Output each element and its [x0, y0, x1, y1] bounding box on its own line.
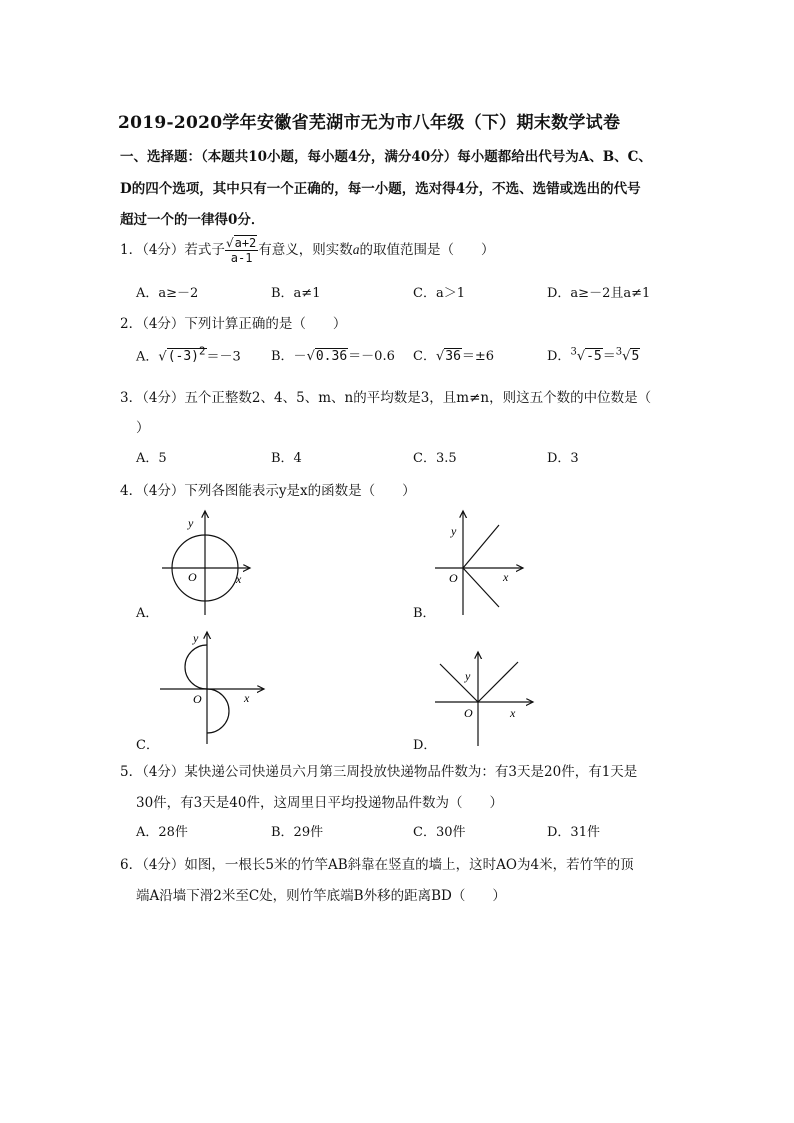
- question-5-option-c[interactable]: C．30件: [413, 825, 466, 840]
- question-4-option-c[interactable]: C．: [136, 738, 159, 753]
- question-4-option-a[interactable]: A．: [136, 606, 159, 621]
- section-instructions-line-2: D的四个选项，其中只有一个正确的，每一小题，选对得4分，不选、选错或选出的代号: [120, 181, 641, 197]
- question-1-option-a[interactable]: A．a≥－2: [136, 286, 199, 301]
- option-result: ＝－0.6: [348, 349, 395, 364]
- origin-label: O: [188, 570, 197, 584]
- sqrt-sign-icon: √: [576, 349, 586, 364]
- question-1-option-d[interactable]: D．a≥－2且a≠1: [547, 286, 651, 301]
- y-axis-label: y: [193, 631, 199, 645]
- upper-half-circle: [185, 645, 207, 689]
- question-1-option-c[interactable]: C．a＞1: [413, 286, 465, 301]
- question-4-graph-a[interactable]: [158, 507, 268, 617]
- question-1-tail: 的取值范围是（ ）: [359, 242, 495, 258]
- option-label: C．: [413, 349, 436, 364]
- radicand: [167, 345, 207, 365]
- question-3-stem-line-2: ）: [136, 420, 150, 436]
- sqrt-sign-icon: √: [622, 349, 631, 364]
- question-5-stem-line-1: 5．（4分）某快递公司快递员六月第三周投放快递物品件数为：有3天是20件，有1天是: [120, 764, 638, 780]
- radicand: 0.36: [315, 349, 348, 364]
- question-5-option-b[interactable]: B．29件: [271, 825, 324, 840]
- sqrt-sign-icon: √: [435, 349, 445, 364]
- question-3-stem-line-1: 3．（4分）五个正整数2、4、5、m、n的平均数是3，且m≠n，则这五个数的中位数是（: [120, 390, 652, 406]
- question-6-stem-line-1: 6．（4分）如图，一根长5米的竹竿AB斜靠在竖直的墙上，这时AO为4米，若竹竿的顶: [120, 857, 634, 873]
- question-3-option-a[interactable]: A．5: [136, 451, 167, 466]
- root-index: 3: [615, 346, 623, 358]
- question-4-option-d[interactable]: D．: [413, 738, 437, 753]
- section-instructions-line-3: 超过一个的一律得0分．: [120, 212, 265, 228]
- lower-ray: [463, 568, 499, 607]
- section-instructions-line-1: 一、选择题：（本题共10小题，每小题4分，满分40分）每小题都给出代号为A、B、C、: [120, 149, 652, 165]
- question-1-numerator: a+2: [234, 236, 257, 250]
- origin-label: O: [464, 706, 473, 720]
- option-result: ＝－3: [206, 349, 241, 365]
- question-1-fraction: [225, 236, 258, 265]
- radicand: -5: [586, 349, 602, 364]
- question-4-option-b[interactable]: B．: [413, 606, 436, 621]
- question-4-graph-d[interactable]: [433, 648, 543, 748]
- y-axis-label: y: [188, 516, 194, 530]
- page-title: 2019-2020学年安徽省芜湖市无为市八年级（下）期末数学试卷: [118, 113, 621, 133]
- question-3-option-d[interactable]: D．3: [547, 451, 579, 466]
- question-1-stem: [120, 236, 495, 265]
- question-2-option-a[interactable]: [136, 345, 241, 364]
- radicand-base: (-3): [167, 349, 199, 365]
- radicand: 5: [631, 349, 640, 364]
- option-result: ＝±6: [461, 349, 495, 364]
- question-1-option-b[interactable]: B．a≠1: [271, 286, 321, 301]
- exponent: 2: [199, 345, 206, 358]
- option-label: A．: [136, 349, 159, 365]
- question-1-number: 1．（4分）若式子: [120, 242, 225, 258]
- question-2-option-c[interactable]: [413, 345, 494, 364]
- root-index: 3: [570, 346, 577, 358]
- equals-sign: ＝: [602, 349, 616, 364]
- radicand: 36: [445, 349, 461, 364]
- sqrt-sign-icon: √: [225, 236, 234, 250]
- x-axis-label: x: [244, 691, 250, 705]
- sqrt-sign-icon: √: [158, 349, 167, 365]
- x-axis-label: x: [510, 706, 516, 720]
- question-4-graph-c[interactable]: [158, 628, 268, 746]
- y-axis-label: y: [451, 524, 457, 538]
- question-3-option-c[interactable]: C．3.5: [413, 451, 457, 466]
- question-5-option-d[interactable]: D．31件: [547, 825, 600, 840]
- option-label: B．－: [271, 349, 307, 364]
- question-1-denominator: a-1: [230, 251, 253, 265]
- question-1-variable: a: [352, 242, 360, 257]
- lower-half-circle: [207, 689, 229, 733]
- question-6-stem-line-2: 端A沿墙下滑2米至C处，则竹竿底端B外移的距离BD（ ）: [136, 888, 506, 904]
- x-axis-label: x: [236, 572, 242, 586]
- question-5-stem-line-2: 30件，有3天是40件，这周里日平均投递物品件数为（ ）: [136, 795, 503, 811]
- question-2-option-b[interactable]: [271, 345, 395, 364]
- sqrt-sign-icon: √: [306, 349, 315, 364]
- question-3-option-b[interactable]: B．4: [271, 451, 302, 466]
- y-axis-label: y: [465, 669, 471, 683]
- right-ray: [478, 662, 518, 702]
- question-2-option-d[interactable]: [547, 345, 640, 364]
- origin-label: O: [449, 571, 458, 585]
- option-label: D．: [547, 349, 571, 364]
- question-5-option-a[interactable]: A．28件: [136, 825, 188, 840]
- question-2-stem: 2．（4分）下列计算正确的是（ ）: [120, 316, 347, 332]
- origin-label: O: [193, 692, 202, 706]
- upper-ray: [463, 525, 499, 568]
- left-ray: [440, 664, 478, 702]
- x-axis-label: x: [503, 570, 509, 584]
- question-1-after-fraction: 有意义，则实数: [258, 242, 353, 258]
- question-4-graph-b[interactable]: [433, 507, 543, 617]
- question-4-stem: 4．（4分）下列各图能表示y是x的函数是（ ）: [120, 483, 416, 499]
